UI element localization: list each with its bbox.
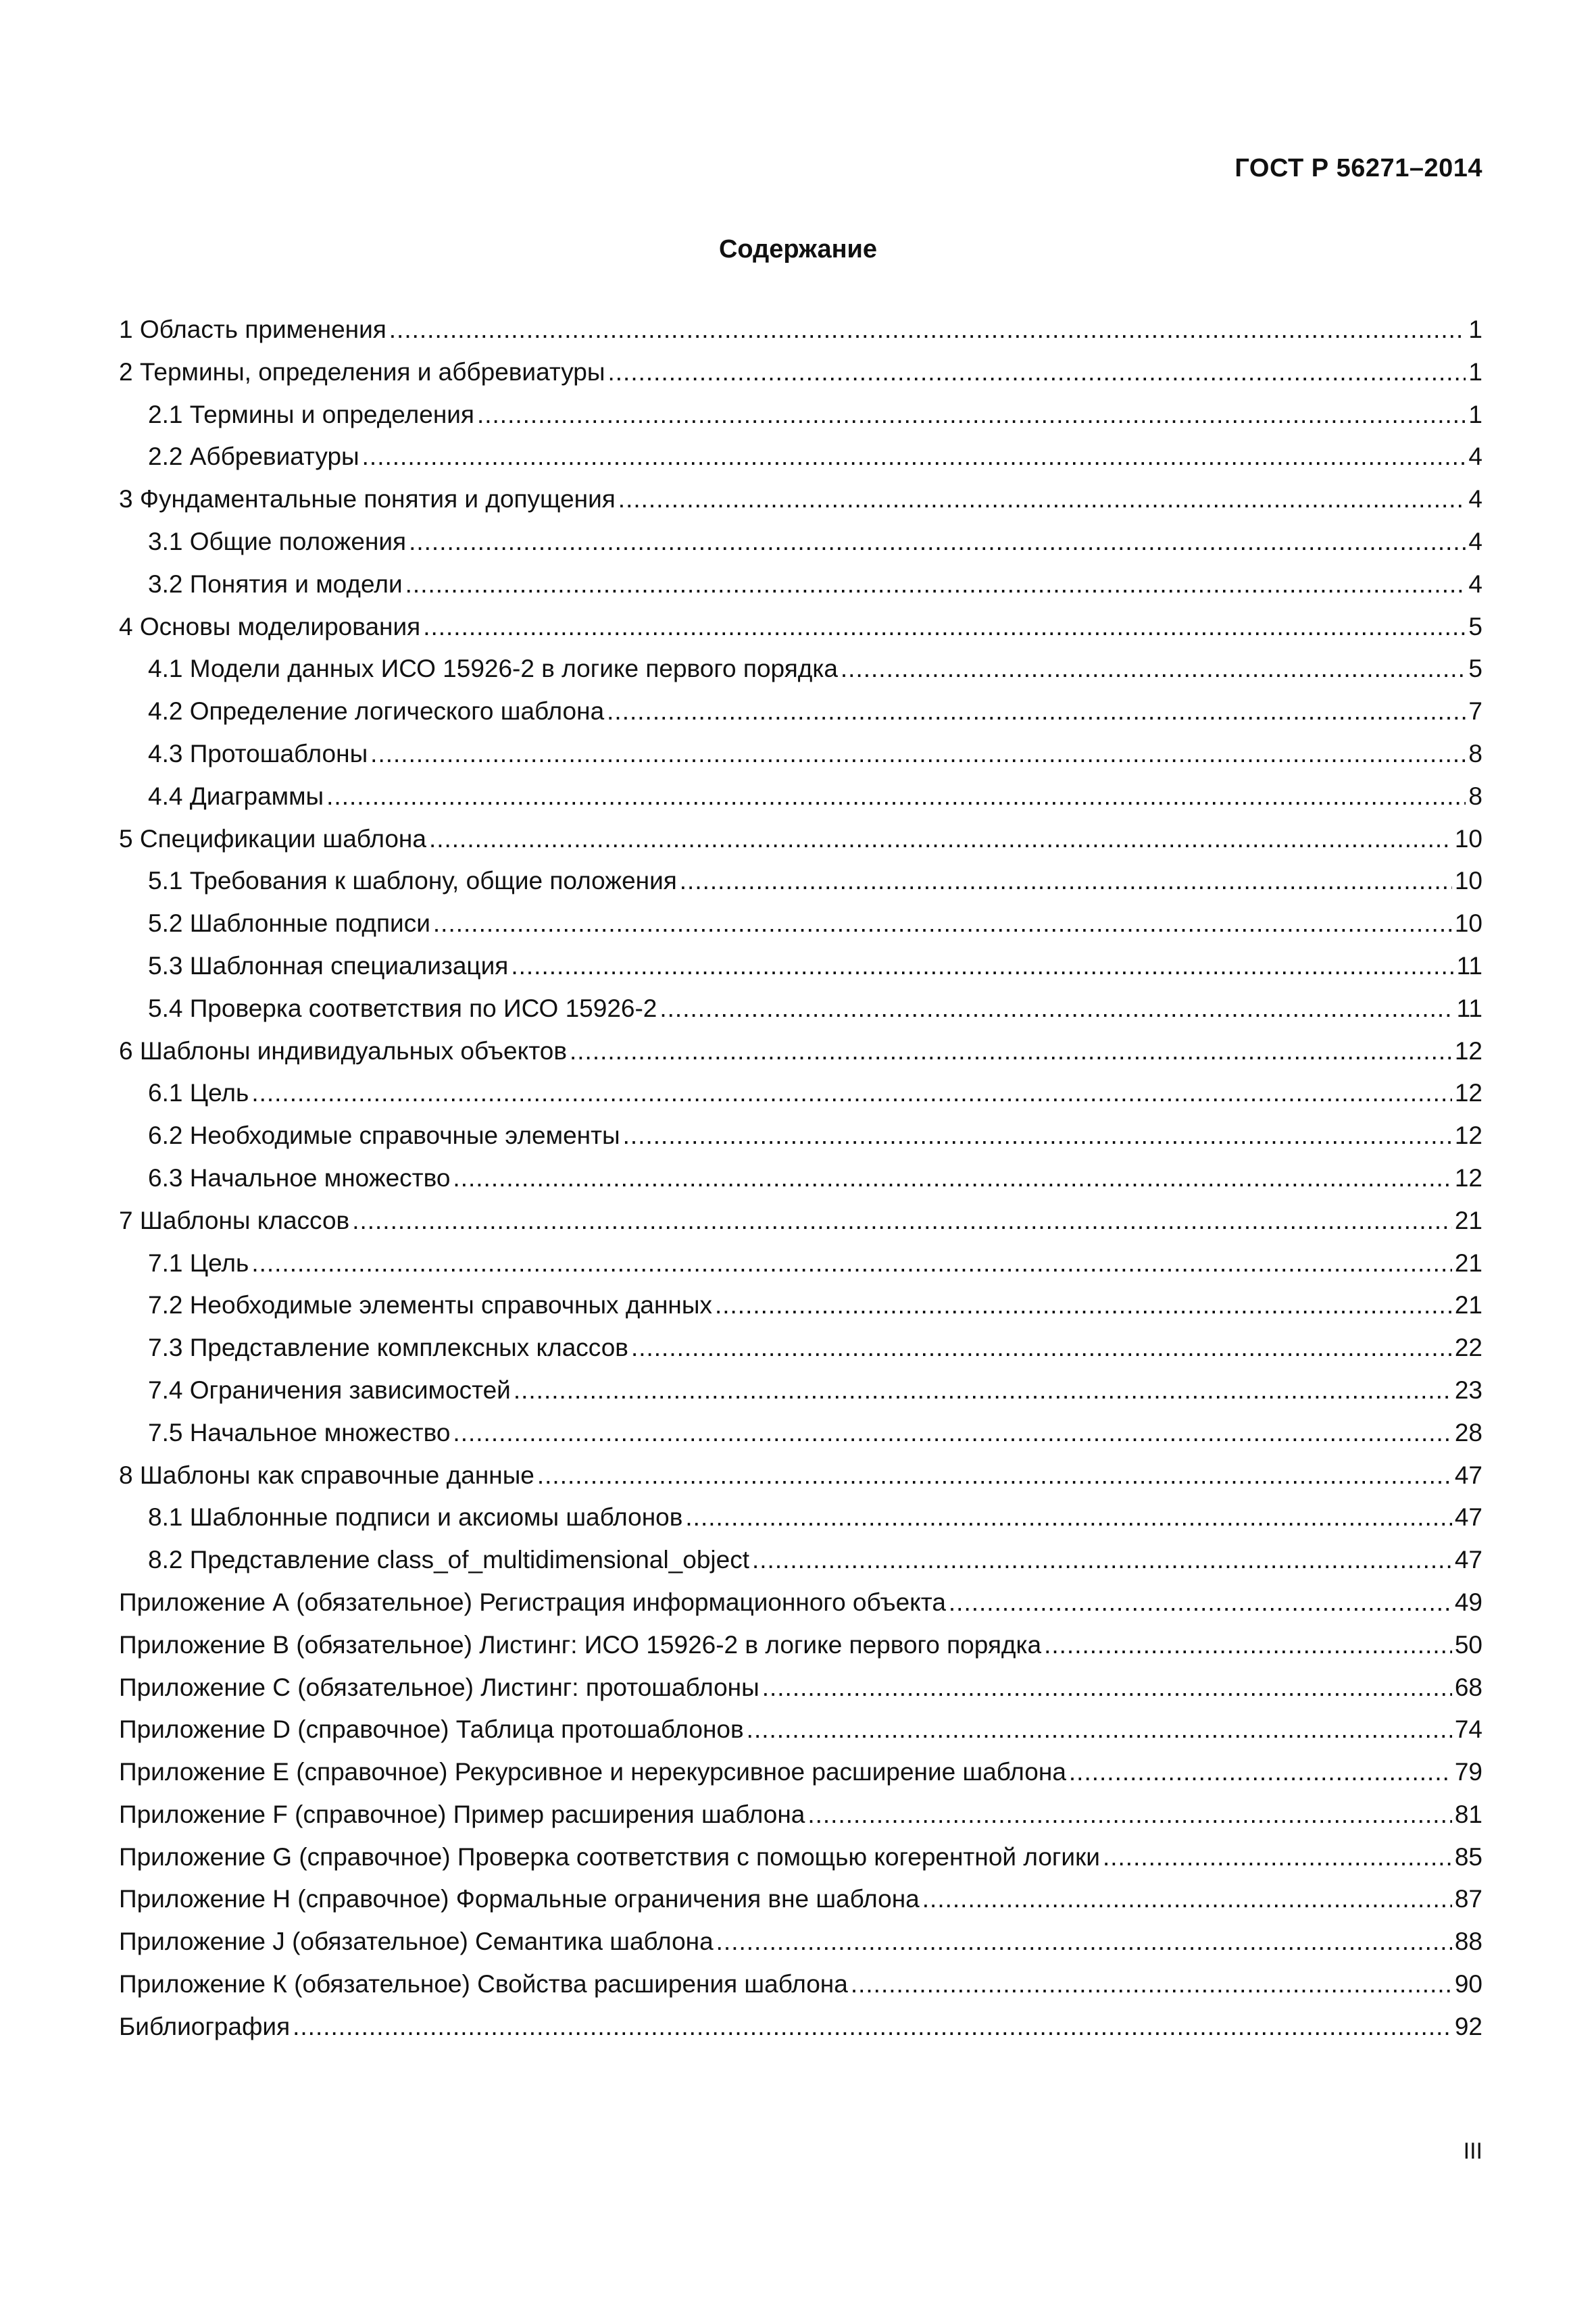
toc-entry-title: Приложение Н (справочное) Формальные ограничения вне шаблона xyxy=(119,1885,920,1913)
toc-entry-page: 21 xyxy=(1454,1206,1482,1234)
toc-dot-leader xyxy=(1103,1836,1452,1879)
toc-entry-page: 5 xyxy=(1468,655,1482,683)
toc-entry-title: 4 Основы моделирования xyxy=(119,612,421,640)
toc-dot-leader xyxy=(326,776,1466,818)
toc-entry[interactable] xyxy=(119,1030,1482,1073)
toc-dot-leader xyxy=(752,1539,1452,1582)
toc-entry-title: 7.4 Ограничения зависимостей xyxy=(148,1376,511,1404)
toc-entry-page: 74 xyxy=(1454,1715,1482,1744)
toc-entry-page: 28 xyxy=(1454,1418,1482,1447)
toc-dot-leader xyxy=(453,1157,1451,1200)
toc-entry-page: 5 xyxy=(1468,612,1482,640)
toc-dot-leader xyxy=(409,521,1466,563)
toc-entry-title: Приложение К (обязательное) Свойства расширения шаблона xyxy=(119,1970,848,1998)
toc-entry[interactable] xyxy=(119,1624,1482,1667)
toc-entry-page: 21 xyxy=(1454,1249,1482,1277)
toc-dot-leader xyxy=(429,818,1452,861)
toc-entry[interactable] xyxy=(119,521,1482,563)
toc-dot-leader xyxy=(423,606,1466,649)
toc-dot-leader xyxy=(623,1115,1452,1157)
toc-dot-leader xyxy=(716,1921,1452,1963)
toc-dot-leader xyxy=(807,1794,1452,1836)
toc-dot-leader xyxy=(1044,1624,1452,1667)
toc-entry-page: 23 xyxy=(1454,1376,1482,1404)
toc-entry[interactable] xyxy=(119,1539,1482,1582)
toc-dot-leader xyxy=(659,988,1453,1030)
toc-entry[interactable] xyxy=(119,1072,1482,1115)
toc-entry[interactable] xyxy=(119,1496,1482,1539)
toc-entry-title: Приложение Е (справочное) Рекурсивное и нерекурсивное расширение шаблона xyxy=(119,1758,1066,1786)
toc-entry[interactable] xyxy=(119,1412,1482,1455)
toc-entry[interactable] xyxy=(119,309,1482,351)
toc-entry-title: 7.1 Цель xyxy=(148,1249,249,1277)
toc-dot-leader xyxy=(607,351,1466,394)
toc-entry[interactable] xyxy=(119,1963,1482,2006)
toc-entry-page: 47 xyxy=(1454,1546,1482,1574)
toc-entry-title: Приложение В (обязательное) Листинг: ИСО 15926-2 в логике первого порядка xyxy=(119,1630,1042,1659)
toc-entry[interactable] xyxy=(119,945,1482,988)
toc-entry-page: 21 xyxy=(1454,1291,1482,1319)
toc-entry[interactable] xyxy=(119,733,1482,776)
toc-entry-page: 81 xyxy=(1454,1800,1482,1828)
toc-entry-title: Приложение D (справочное) Таблица протошаблонов xyxy=(119,1715,744,1744)
toc-dot-leader xyxy=(389,309,1466,351)
toc-dot-leader xyxy=(715,1284,1452,1327)
toc-dot-leader xyxy=(514,1369,1452,1412)
toc-entry-page: 10 xyxy=(1454,824,1482,853)
toc-entry-page: 4 xyxy=(1468,485,1482,513)
toc-entry-title: 4.2 Определение логического шаблона xyxy=(148,697,605,726)
toc-entry-title: 4.4 Диаграммы xyxy=(148,782,324,810)
toc-entry-page: 79 xyxy=(1454,1758,1482,1786)
toc-dot-leader xyxy=(680,860,1452,903)
toc-dot-leader xyxy=(570,1030,1452,1073)
toc-entry[interactable] xyxy=(119,1878,1482,1921)
toc-dot-leader xyxy=(251,1072,1452,1115)
toc-dot-leader xyxy=(293,2006,1452,2048)
toc-entry[interactable] xyxy=(119,1157,1482,1200)
toc-entry-title: 2.1 Термины и определения xyxy=(148,400,474,428)
toc-entry[interactable] xyxy=(119,903,1482,945)
toc-entry-title: 6 Шаблоны индивидуальных объектов xyxy=(119,1036,567,1065)
toc-entry-page: 22 xyxy=(1454,1334,1482,1362)
toc-entry[interactable] xyxy=(119,776,1482,818)
toc-entry-page: 85 xyxy=(1454,1842,1482,1871)
toc-entry-title: 3 Фундаментальные понятия и допущения xyxy=(119,485,616,513)
toc-entry-title: 8.1 Шаблонные подписи и аксиомы шаблонов xyxy=(148,1503,683,1532)
toc-entry-title: 7 Шаблоны классов xyxy=(119,1206,350,1234)
toc-entry[interactable] xyxy=(119,690,1482,733)
toc-title: Содержание xyxy=(718,235,878,263)
toc-entry[interactable] xyxy=(119,1327,1482,1369)
toc-entry[interactable] xyxy=(119,860,1482,903)
toc-entry-title: 1 Область применения xyxy=(119,316,386,343)
toc-entry-page: 4 xyxy=(1468,527,1482,555)
toc-entry-title: 6.1 Цель xyxy=(148,1079,249,1107)
toc-entry-title: 3.2 Понятия и модели xyxy=(148,570,403,598)
toc-dot-leader xyxy=(685,1496,1451,1539)
toc-entry-title: Приложение F (справочное) Пример расширения шаблона xyxy=(119,1800,805,1828)
toc-entry[interactable] xyxy=(119,818,1482,861)
toc-entry[interactable] xyxy=(119,436,1482,478)
toc-dot-leader xyxy=(537,1455,1452,1497)
toc-entry-page: 11 xyxy=(1456,951,1482,980)
toc-entry-page: 7 xyxy=(1468,697,1482,726)
toc-entry-page: 10 xyxy=(1454,909,1482,938)
page-number: III xyxy=(1463,2138,1482,2164)
toc-entry-page: 87 xyxy=(1454,1885,1482,1913)
toc-entry[interactable] xyxy=(119,606,1482,649)
toc-entry[interactable] xyxy=(119,1455,1482,1497)
toc-dot-leader xyxy=(251,1242,1452,1285)
toc-dot-leader xyxy=(762,1667,1452,1709)
toc-dot-leader xyxy=(362,436,1466,478)
toc-entry-title: 4.1 Модели данных ИСО 15926-2 в логике первого порядка xyxy=(148,655,838,683)
toc-dot-leader xyxy=(922,1878,1452,1921)
toc-dot-leader xyxy=(1069,1751,1452,1794)
toc-entry-page: 12 xyxy=(1454,1036,1482,1065)
toc-entry-page: 88 xyxy=(1454,1928,1482,1956)
toc-entry-title: Приложение С (обязательное) Листинг: протошаблоны xyxy=(119,1673,759,1701)
toc-entry[interactable] xyxy=(119,1709,1482,1751)
toc-entry-title: 6.3 Начальное множество xyxy=(148,1163,451,1192)
toc-dot-leader xyxy=(477,394,1466,436)
toc-dot-leader xyxy=(370,733,1466,776)
toc-dot-leader xyxy=(949,1582,1452,1624)
toc-entry-page: 12 xyxy=(1454,1079,1482,1107)
toc-dot-leader xyxy=(841,648,1466,690)
toc-entry-page: 4 xyxy=(1468,443,1482,471)
toc-entry[interactable] xyxy=(119,1751,1482,1794)
toc-entry-page: 1 xyxy=(1468,400,1482,428)
toc-entry[interactable] xyxy=(119,1921,1482,1963)
document-code: ГОСТ Р 56271–2014 xyxy=(1235,154,1482,182)
toc-entry[interactable] xyxy=(119,988,1482,1030)
toc-entry[interactable] xyxy=(119,1369,1482,1412)
table-of-contents xyxy=(119,309,1482,2048)
toc-entry[interactable] xyxy=(119,648,1482,690)
toc-dot-leader xyxy=(352,1200,1452,1242)
toc-entry-title: Библиография xyxy=(119,2012,291,2040)
toc-entry-title: 5 Спецификации шаблона xyxy=(119,824,426,853)
toc-entry-title: Приложение G (справочное) Проверка соответствия с помощью когерентной логики xyxy=(119,1842,1100,1871)
toc-entry-title: Приложение А (обязательное) Регистрация информационного объекта xyxy=(119,1588,946,1616)
toc-entry-page: 50 xyxy=(1454,1630,1482,1659)
toc-entry[interactable] xyxy=(119,563,1482,606)
toc-dot-leader xyxy=(851,1963,1452,2006)
toc-entry-title: 5.3 Шаблонная специализация xyxy=(148,951,509,980)
toc-entry-page: 12 xyxy=(1454,1122,1482,1150)
toc-entry[interactable] xyxy=(119,394,1482,436)
toc-entry-title: 2.2 Аббревиатуры xyxy=(148,443,359,471)
toc-entry-title: 8 Шаблоны как справочные данные xyxy=(119,1461,534,1489)
toc-entry-page: 92 xyxy=(1454,2012,1482,2040)
toc-entry[interactable] xyxy=(119,1284,1482,1327)
toc-dot-leader xyxy=(405,563,1466,606)
toc-entry[interactable] xyxy=(119,2006,1482,2048)
toc-entry-page: 90 xyxy=(1454,1970,1482,1998)
toc-entry-page: 68 xyxy=(1454,1673,1482,1701)
toc-dot-leader xyxy=(747,1709,1452,1751)
toc-entry-page: 4 xyxy=(1468,570,1482,598)
toc-entry[interactable] xyxy=(119,1836,1482,1879)
toc-entry-title: 6.2 Необходимые справочные элементы xyxy=(148,1122,620,1150)
toc-entry-page: 47 xyxy=(1454,1461,1482,1489)
toc-entry[interactable] xyxy=(119,1794,1482,1836)
toc-entry-title: 7.2 Необходимые элементы справочных данных xyxy=(148,1291,712,1319)
toc-entry-title: Приложение J (обязательное) Семантика шаблона xyxy=(119,1928,714,1956)
toc-entry-page: 12 xyxy=(1454,1163,1482,1192)
toc-entry-page: 1 xyxy=(1468,357,1482,386)
toc-entry[interactable] xyxy=(119,1667,1482,1709)
toc-dot-leader xyxy=(433,903,1452,945)
toc-entry-page: 8 xyxy=(1468,782,1482,810)
toc-dot-leader xyxy=(618,478,1466,521)
toc-entry-title: 2 Термины, определения и аббревиатуры xyxy=(119,357,605,386)
toc-entry-page: 11 xyxy=(1456,994,1482,1022)
toc-entry-title: 4.3 Протошаблоны xyxy=(148,739,368,768)
toc-entry-page: 1 xyxy=(1468,316,1482,343)
toc-entry[interactable] xyxy=(119,1115,1482,1157)
toc-entry[interactable] xyxy=(119,1582,1482,1624)
toc-dot-leader xyxy=(631,1327,1452,1369)
toc-entry[interactable] xyxy=(119,1242,1482,1285)
toc-entry-page: 47 xyxy=(1454,1503,1482,1532)
toc-entry-page: 10 xyxy=(1454,867,1482,895)
toc-entry[interactable] xyxy=(119,351,1482,394)
toc-entry-page: 49 xyxy=(1454,1588,1482,1616)
toc-entry-title: 5.1 Требования к шаблону, общие положения xyxy=(148,867,677,895)
toc-entry-title: 3.1 Общие положения xyxy=(148,527,407,555)
toc-entry-title: 5.4 Проверка соответствия по ИСО 15926-2 xyxy=(148,994,657,1022)
toc-entry-page: 8 xyxy=(1468,739,1482,768)
toc-entry-title: 8.2 Представление class_of_multidimensional_object xyxy=(148,1546,749,1574)
toc-entry-title: 5.2 Шаблонные подписи xyxy=(148,909,430,938)
toc-dot-leader xyxy=(453,1412,1451,1455)
toc-dot-leader xyxy=(511,945,1453,988)
toc-entry-title: 7.5 Начальное множество xyxy=(148,1418,451,1447)
toc-entry[interactable] xyxy=(119,1200,1482,1242)
toc-entry-title: 7.3 Представление комплексных классов xyxy=(148,1334,628,1362)
toc-dot-leader xyxy=(607,690,1466,733)
toc-entry[interactable] xyxy=(119,478,1482,521)
